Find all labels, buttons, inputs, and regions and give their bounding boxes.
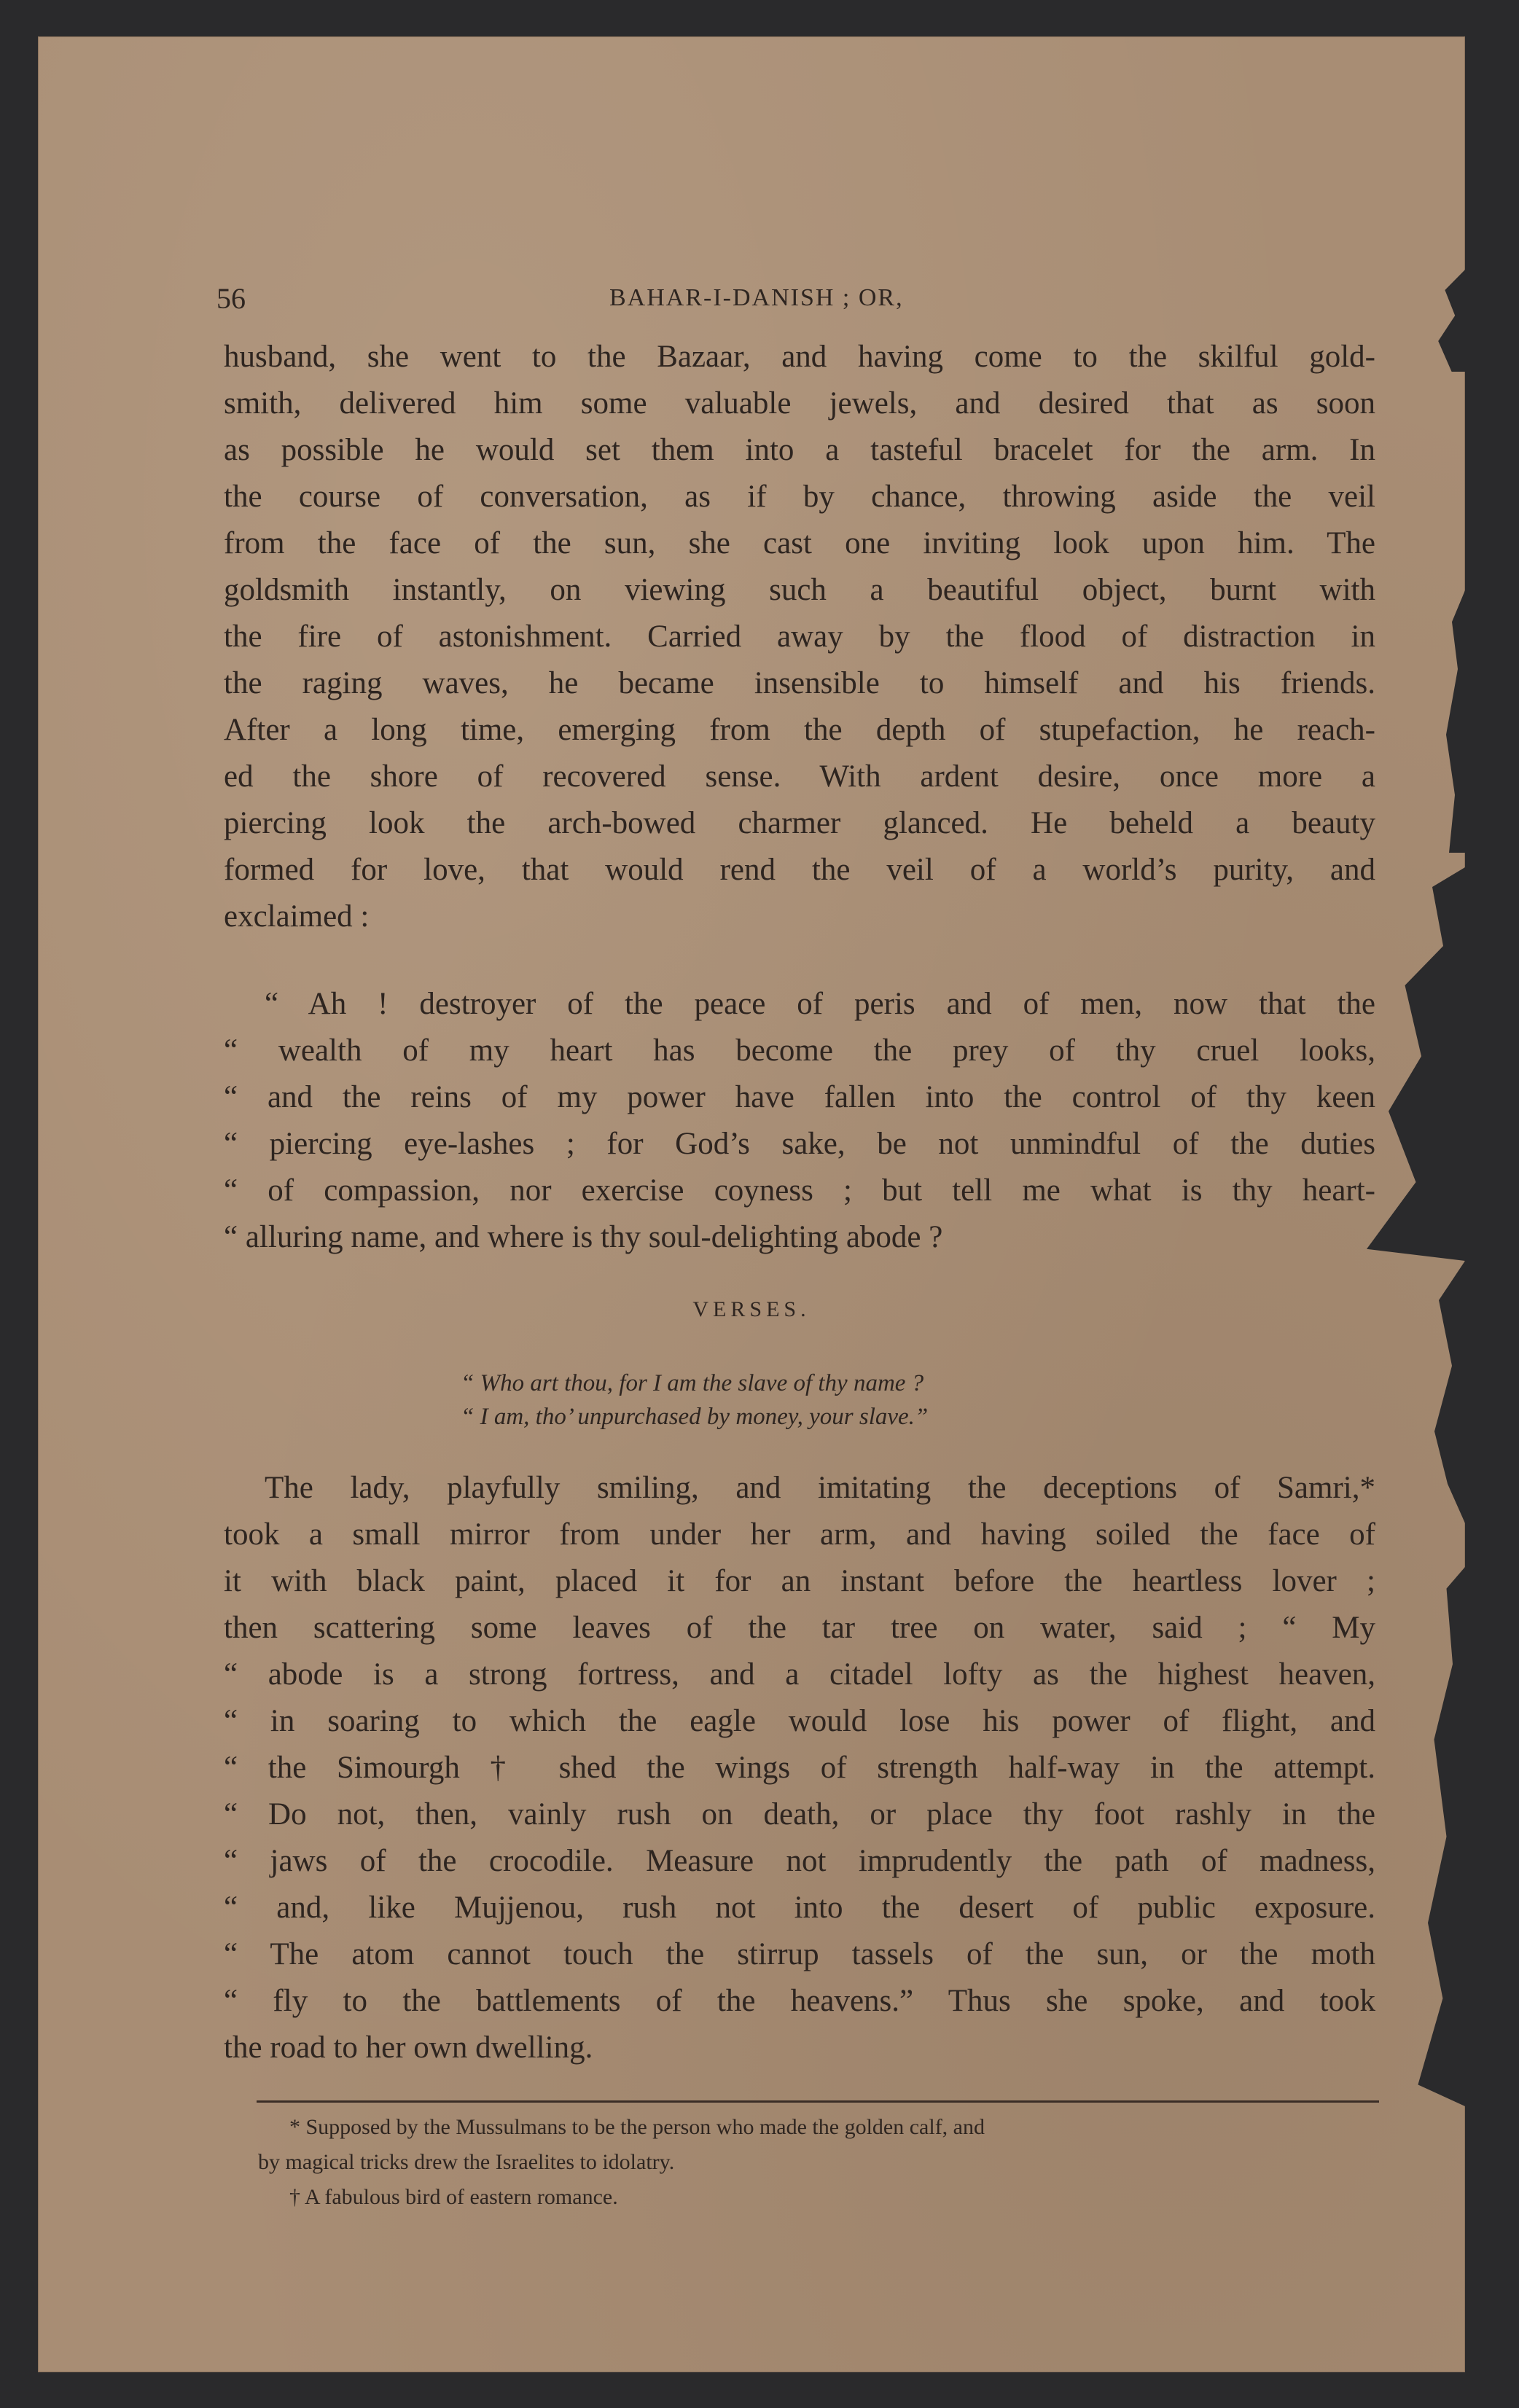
text-line: “ alluring name, and where is thy soul-delighting abode ? xyxy=(224,1220,943,1254)
paragraph-2 xyxy=(224,981,1375,1261)
book-page xyxy=(38,36,1465,2372)
text-line: “ fly to the battlements of the heavens.” Thus she spoke, and took xyxy=(224,1984,1375,2018)
text-line: “ the Simourgh † shed the wings of strength half-way in the attempt. xyxy=(224,1751,1375,1785)
footnote-rule xyxy=(257,2100,1379,2103)
running-title: BAHAR-I-DANISH ; OR, xyxy=(609,284,904,311)
verse-line: “ Who art thou, for I am the slave of thy name ? xyxy=(461,1370,924,1396)
text-line: The lady, playfully smiling, and imitating the deceptions of Samri,* xyxy=(265,1471,1375,1505)
text-line: the fire of astonishment. Carried away by the flood of distraction in xyxy=(224,619,1375,654)
verses-heading: VERSES. xyxy=(692,1297,811,1321)
paragraph-1 xyxy=(224,334,1375,940)
text-line: then scattering some leaves of the tar tree on water, said ; “ My xyxy=(224,1611,1375,1645)
text-line: exclaimed : xyxy=(224,899,370,934)
paragraph-3 xyxy=(224,1465,1375,2071)
text-line: “ Ah ! destroyer of the peace of peris and of men, now that the xyxy=(265,987,1375,1021)
text-line: “ and, like Mujjenou, rush not into the desert of public exposure. xyxy=(224,1891,1375,1925)
text-line: as possible he would set them into a tasteful bracelet for the arm. In xyxy=(224,433,1375,467)
text-line: “ The atom cannot touch the stirrup tassels of the sun, or the moth xyxy=(224,1937,1375,1971)
text-line: “ and the reins of my power have fallen into the control of thy keen xyxy=(224,1080,1375,1114)
verse-line: “ I am, tho’ unpurchased by money, your slave.” xyxy=(461,1404,929,1430)
text-line: it with black paint, placed it for an instant before the heartless lover ; xyxy=(224,1564,1375,1598)
footnote-1: * Supposed by the Mussulmans to be the person who made the golden calf, and xyxy=(289,2115,985,2139)
text-line: the raging waves, he became insensible to himself and his friends. xyxy=(224,666,1375,700)
text-line: took a small mirror from under her arm, and having soiled the face of xyxy=(224,1517,1375,1552)
text-line: the course of conversation, as if by chance, throwing aside the veil xyxy=(224,480,1375,514)
footnote-2: † A fabulous bird of eastern romance. xyxy=(289,2185,618,2209)
text-line: After a long time, emerging from the depth of stupefaction, he reach- xyxy=(224,713,1375,747)
page-header xyxy=(38,281,1465,322)
text-line: the road to her own dwelling. xyxy=(224,2030,593,2065)
text-line: piercing look the arch-bowed charmer glanced. He beheld a beauty xyxy=(224,806,1375,840)
text-line: smith, delivered him some valuable jewels, and desired that as soon xyxy=(224,386,1375,421)
text-line: “ Do not, then, vainly rush on death, or place thy foot rashly in the xyxy=(224,1797,1375,1832)
footnote-1-continued: by magical tricks drew the Israelites to idolatry. xyxy=(258,2150,675,2174)
text-line: “ piercing eye-lashes ; for God’s sake, be not unmindful of the duties xyxy=(224,1127,1375,1161)
torn-edge xyxy=(1436,590,1465,853)
text-line: husband, she went to the Bazaar, and having come to the skilful gold- xyxy=(224,340,1375,374)
text-line: ed the shore of recovered sense. With ardent desire, once more a xyxy=(224,759,1375,794)
text-line: “ in soaring to which the eagle would lose his power of flight, and xyxy=(224,1704,1375,1738)
page-number: 56 xyxy=(216,282,246,315)
text-line: from the face of the sun, she cast one inviting look upon him. The xyxy=(224,526,1375,560)
text-line: “ jaws of the crocodile. Measure not imprudently the path of madness, xyxy=(224,1844,1375,1878)
text-line: goldsmith instantly, on viewing such a beautiful object, burnt with xyxy=(224,573,1375,607)
text-line: “ wealth of my heart has become the prey of thy cruel looks, xyxy=(224,1033,1375,1068)
text-line: “ abode is a strong fortress, and a citadel lofty as the highest heaven, xyxy=(224,1657,1375,1692)
text-line: “ of compassion, nor exercise coyness ; but tell me what is thy heart- xyxy=(224,1173,1375,1208)
text-line: formed for love, that would rend the veil of a world’s purity, and xyxy=(224,853,1375,887)
